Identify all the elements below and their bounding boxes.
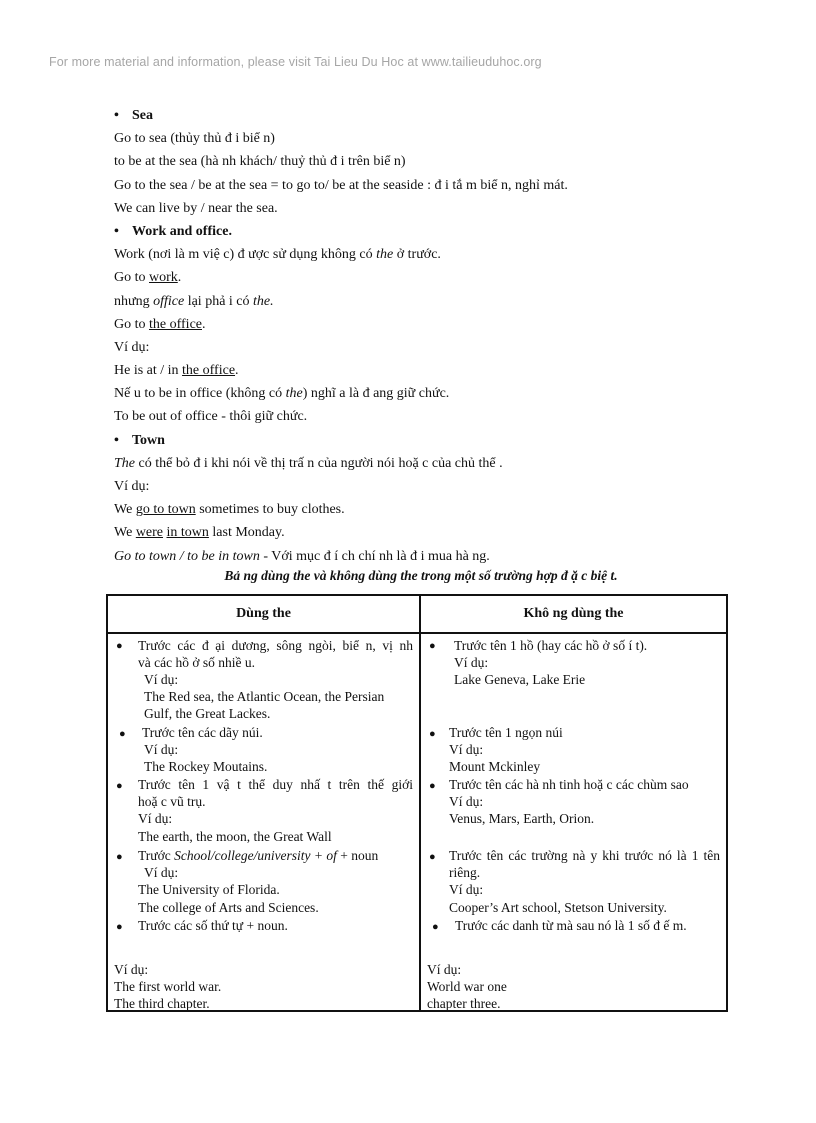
section-heading-sea	[114, 104, 734, 127]
text-line: Trước tên các dãy núi.	[142, 725, 263, 740]
italic-text: the	[285, 386, 303, 402]
italic-text: the	[376, 247, 394, 263]
text-line	[114, 359, 734, 382]
column-2-cell	[421, 596, 726, 1010]
text-line: chapter three.	[427, 996, 501, 1011]
text-line: Trước các danh từ mà sau nó là 1 số đ ế m.	[455, 918, 687, 933]
section-heading-town	[114, 429, 734, 452]
bullet-icon: ●	[429, 851, 436, 863]
bullet-icon: ●	[116, 921, 123, 933]
text-line: To be out of office - thôi giữ chức.	[114, 409, 308, 425]
text: Trước	[138, 848, 175, 863]
underlined-text: go to town	[135, 502, 196, 518]
text-line: Ví dụ:	[449, 794, 484, 809]
text: + noun	[336, 848, 379, 863]
text: Work (nơi là m việ c) đ ược sử dụng không có	[114, 247, 377, 263]
italic-text: the.	[253, 293, 274, 309]
text: .	[177, 270, 182, 286]
text-line: Ví dụ:	[144, 742, 179, 757]
text: .	[202, 316, 206, 332]
bullet-icon: •	[114, 223, 119, 239]
underlined-text: in town	[166, 525, 209, 541]
underlined-text: were	[135, 525, 164, 541]
text-line	[114, 266, 734, 289]
text: We	[114, 502, 136, 518]
column-header-no-the: Khô ng dùng the	[523, 606, 624, 621]
text-line: Cooper’s Art school, Stetson University.	[449, 900, 667, 915]
document-body	[114, 104, 734, 568]
text-line	[114, 545, 734, 568]
text: nhưng	[114, 293, 154, 309]
bullet-icon: ●	[116, 780, 123, 792]
text-line: Venus, Mars, Earth, Orion.	[449, 811, 595, 826]
text-line: World war one	[427, 979, 507, 994]
bullet-icon: ●	[429, 780, 436, 792]
text-line	[114, 313, 734, 336]
bullet-icon: ●	[432, 921, 439, 933]
comparison-table	[106, 594, 728, 1012]
text-line: Go to sea (thủy thủ đ i biể n)	[114, 131, 275, 147]
text-line: to be at the sea (hà nh khách/ thuỷ thủ đ i trên biể n)	[114, 154, 406, 170]
text-line: The Rockey Moutains.	[144, 759, 268, 774]
italic-text: The	[114, 455, 135, 471]
text-line: Ví dụ:	[138, 811, 173, 826]
text-line: The Red sea, the Atlantic Ocean, the Persian	[144, 689, 385, 704]
text-line	[114, 452, 734, 475]
text-line: We can live by / near the sea.	[114, 200, 278, 216]
text-line: Trước các số thứ tự + noun.	[138, 918, 288, 933]
text: He is at / in	[114, 363, 183, 379]
text-line: Trước tên 1 ngọn núi	[449, 725, 563, 740]
underlined-text: work	[149, 270, 178, 286]
column-1-cell	[108, 596, 419, 1010]
italic-text: office	[153, 293, 185, 309]
text-line: Ví dụ:	[114, 479, 150, 494]
text-line: và các hồ ở số nhiề u.	[138, 655, 255, 670]
text-line: Trước tên 1 hồ (hay các hồ ở số í t).	[454, 638, 648, 653]
text: Nế u to be in office (không có	[114, 386, 286, 402]
underlined-text: the office	[182, 363, 236, 379]
text-line	[138, 847, 378, 865]
text-line: Trước tên các hà nh tinh hoặ c các chùm sao	[449, 777, 689, 792]
underlined-text: the office	[149, 316, 202, 332]
bullet-icon: ●	[116, 640, 123, 652]
text-line: Trước tên 1 vậ t thể duy nhấ t trên thế giới	[138, 777, 413, 792]
text: lại phả i có	[184, 293, 254, 309]
section-heading-work	[114, 220, 734, 243]
bullet-icon: ●	[429, 728, 436, 740]
text-line: Gulf, the Great Lackes.	[144, 706, 271, 721]
bullet-icon: ●	[116, 851, 123, 863]
text-line: Ví dụ:	[427, 962, 462, 977]
text-line	[114, 498, 734, 521]
watermark-text: For more material and information, please visit Tai Lieu Du Hoc at www.tailieuduhoc.org	[49, 55, 542, 69]
text-line: Ví dụ:	[449, 882, 484, 897]
italic-text: School/college/university + of	[174, 848, 337, 863]
text-line	[114, 243, 734, 266]
text-line: Mount Mckinley	[449, 759, 541, 774]
text-line: Ví dụ:	[144, 865, 179, 880]
text-line: The University of Florida.	[138, 882, 280, 897]
text: có thể bỏ đ i khi nói về thị trấ n của người nói hoặ c của chủ thể .	[135, 455, 503, 471]
text-line: The college of Arts and Sciences.	[138, 900, 319, 915]
text-line: Ví dụ:	[114, 962, 149, 977]
text-line: The third chapter.	[114, 996, 210, 1011]
column-header-use-the: Dùng the	[236, 606, 291, 621]
bullet-icon: •	[114, 432, 119, 448]
text: ở trước.	[393, 247, 441, 263]
text: We	[114, 525, 136, 541]
text-line: Ví dụ:	[454, 655, 489, 670]
bullet-icon: •	[114, 108, 119, 123]
text: - Với mục đ í ch chí nh là đ i mua hà ng.	[259, 548, 490, 564]
text-line	[114, 521, 734, 544]
text: Go to	[114, 270, 149, 286]
text-line: Ví dụ:	[114, 339, 150, 355]
bullet-icon: ●	[119, 728, 126, 740]
table-caption: Bả ng dùng the và không dùng the trong một số trường hợp đ ặ c biệ t.	[224, 568, 618, 583]
heading-text: Town	[132, 432, 165, 448]
text: Go to	[114, 316, 149, 332]
text-line: Lake Geneva, Lake Erie	[454, 672, 586, 687]
italic-text: Go to town / to be in town	[114, 548, 260, 564]
text-line	[114, 290, 734, 313]
text-line: riêng.	[449, 865, 481, 880]
text: last Monday.	[208, 525, 285, 541]
text-line: Trước các đ ại dương, sông ngòi, biể n, vị nh	[138, 638, 413, 653]
text-line: Ví dụ:	[449, 742, 484, 757]
text-line: Go to the sea / be at the sea = to go to/ be at the seaside : đ i tắ m biể n, nghỉ mát.	[114, 177, 568, 193]
text-line: Trước tên các trường nà y khi trước nó là 1 tên	[449, 848, 720, 863]
bullet-icon: ●	[429, 640, 436, 652]
text-line: Ví dụ:	[144, 672, 179, 687]
text: sometimes to buy clothes.	[195, 502, 345, 518]
text-line: The earth, the moon, the Great Wall	[138, 829, 332, 844]
text: ) nghĩ a là đ ang giữ chức.	[302, 386, 450, 402]
text-line: The first world war.	[114, 979, 222, 994]
heading-text: Sea	[132, 108, 153, 123]
text-line: hoặ c vũ trụ.	[138, 794, 206, 809]
text: .	[235, 363, 239, 379]
heading-text: Work and office.	[132, 223, 232, 239]
text-line	[114, 382, 734, 405]
